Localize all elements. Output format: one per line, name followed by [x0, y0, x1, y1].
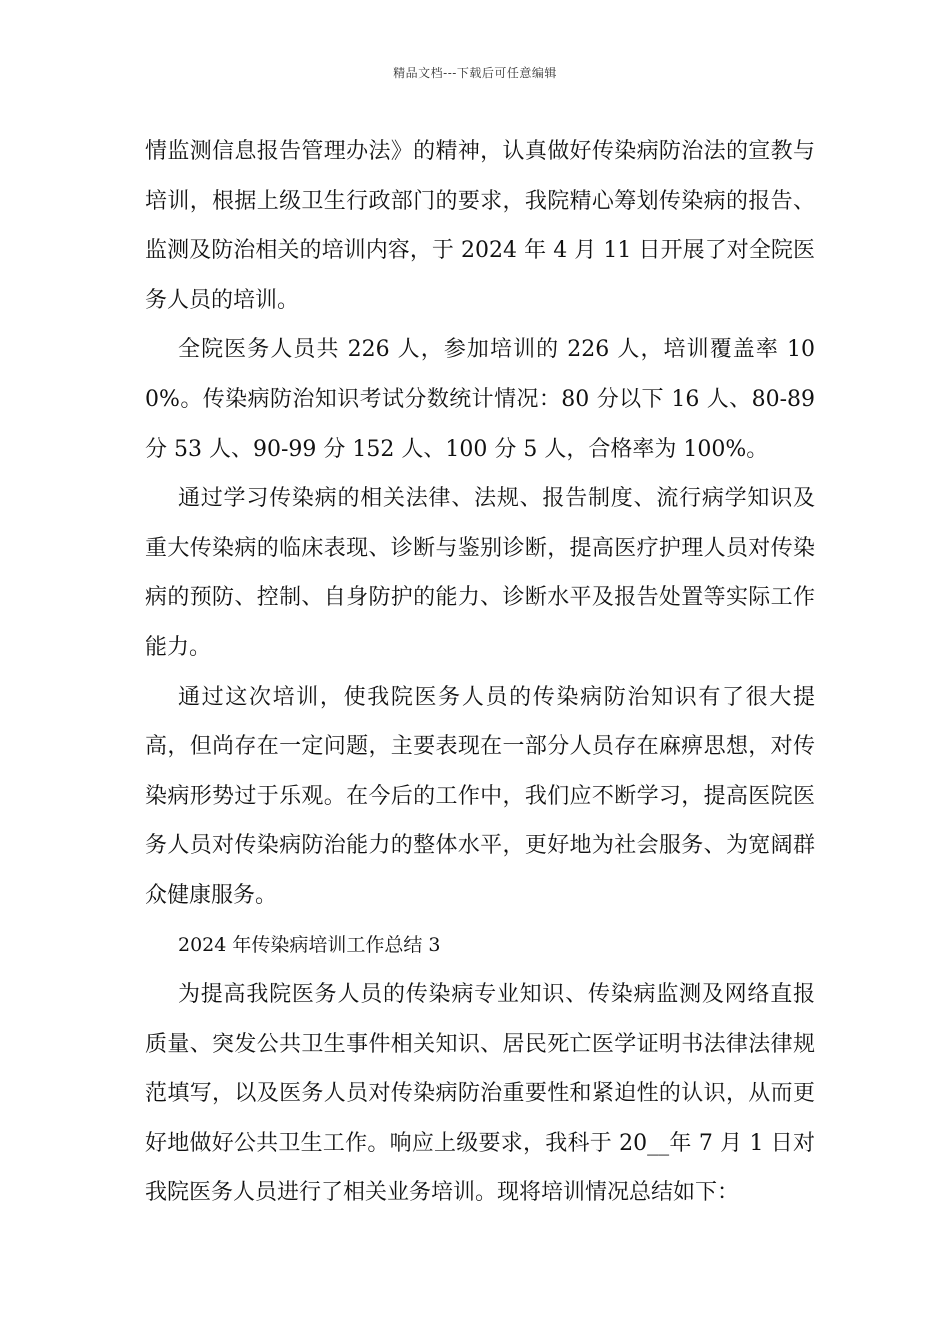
paragraph-4: 通过这次培训，使我院医务人员的传染病防治知识有了很大提高，但尚存在一定问题，主要表现在一部分人员存在麻痹思想，对传染病形势过于乐观。在今后的工作中，我们应不断学习，提高医院医务人员对传染病防治能力的整体水平，更好地为社会服务、为宽阔群众健康服务。 [145, 684, 815, 908]
paragraph-3: 通过学习传染病的相关法律、法规、报告制度、流行病学知识及重大传染病的临床表现、诊断与鉴别诊断，提高医疗护理人员对传染病的预防、控制、自身防护的能力、诊断水平及报告处置等实际工作能力。 [145, 486, 815, 660]
page-header: 精品文档---下载后可任意编辑 [393, 66, 557, 80]
paragraph-2: 全院医务人员共 226 人，参加培训的 226 人，培训覆盖率 100%。传染病防治知识考试分数统计情况：80 分以下 16 人、80-89 分 53 人、90-99 分 152 人、100 分 5 人，合格率为 100%。 [145, 337, 815, 462]
section-heading: 2024 年传染病培训工作总结 3 [178, 933, 441, 956]
document-body [145, 127, 815, 1218]
paragraph-5: 为提高我院医务人员的传染病专业知识、传染病监测及网络直报质量、突发公共卫生事件相关知识、居民死亡医学证明书法律法律规范填写，以及医务人员对传染病防治重要性和紧迫性的认识，从而更好地做好公共卫生工作。响应上级要求，我科于 20__年 7 月 1 日对我院医务人员进行了相关业务培训。现将培训情况总结如下： [145, 982, 815, 1206]
paragraph-1: 情监测信息报告管理办法》的精神，认真做好传染病防治法的宣教与培训，根据上级卫生行政部门的要求，我院精心筹划传染病的报告、监测及防治相关的培训内容，于 2024 年 4 月 11 日开展了对全院医务人员的培训。 [145, 139, 815, 313]
